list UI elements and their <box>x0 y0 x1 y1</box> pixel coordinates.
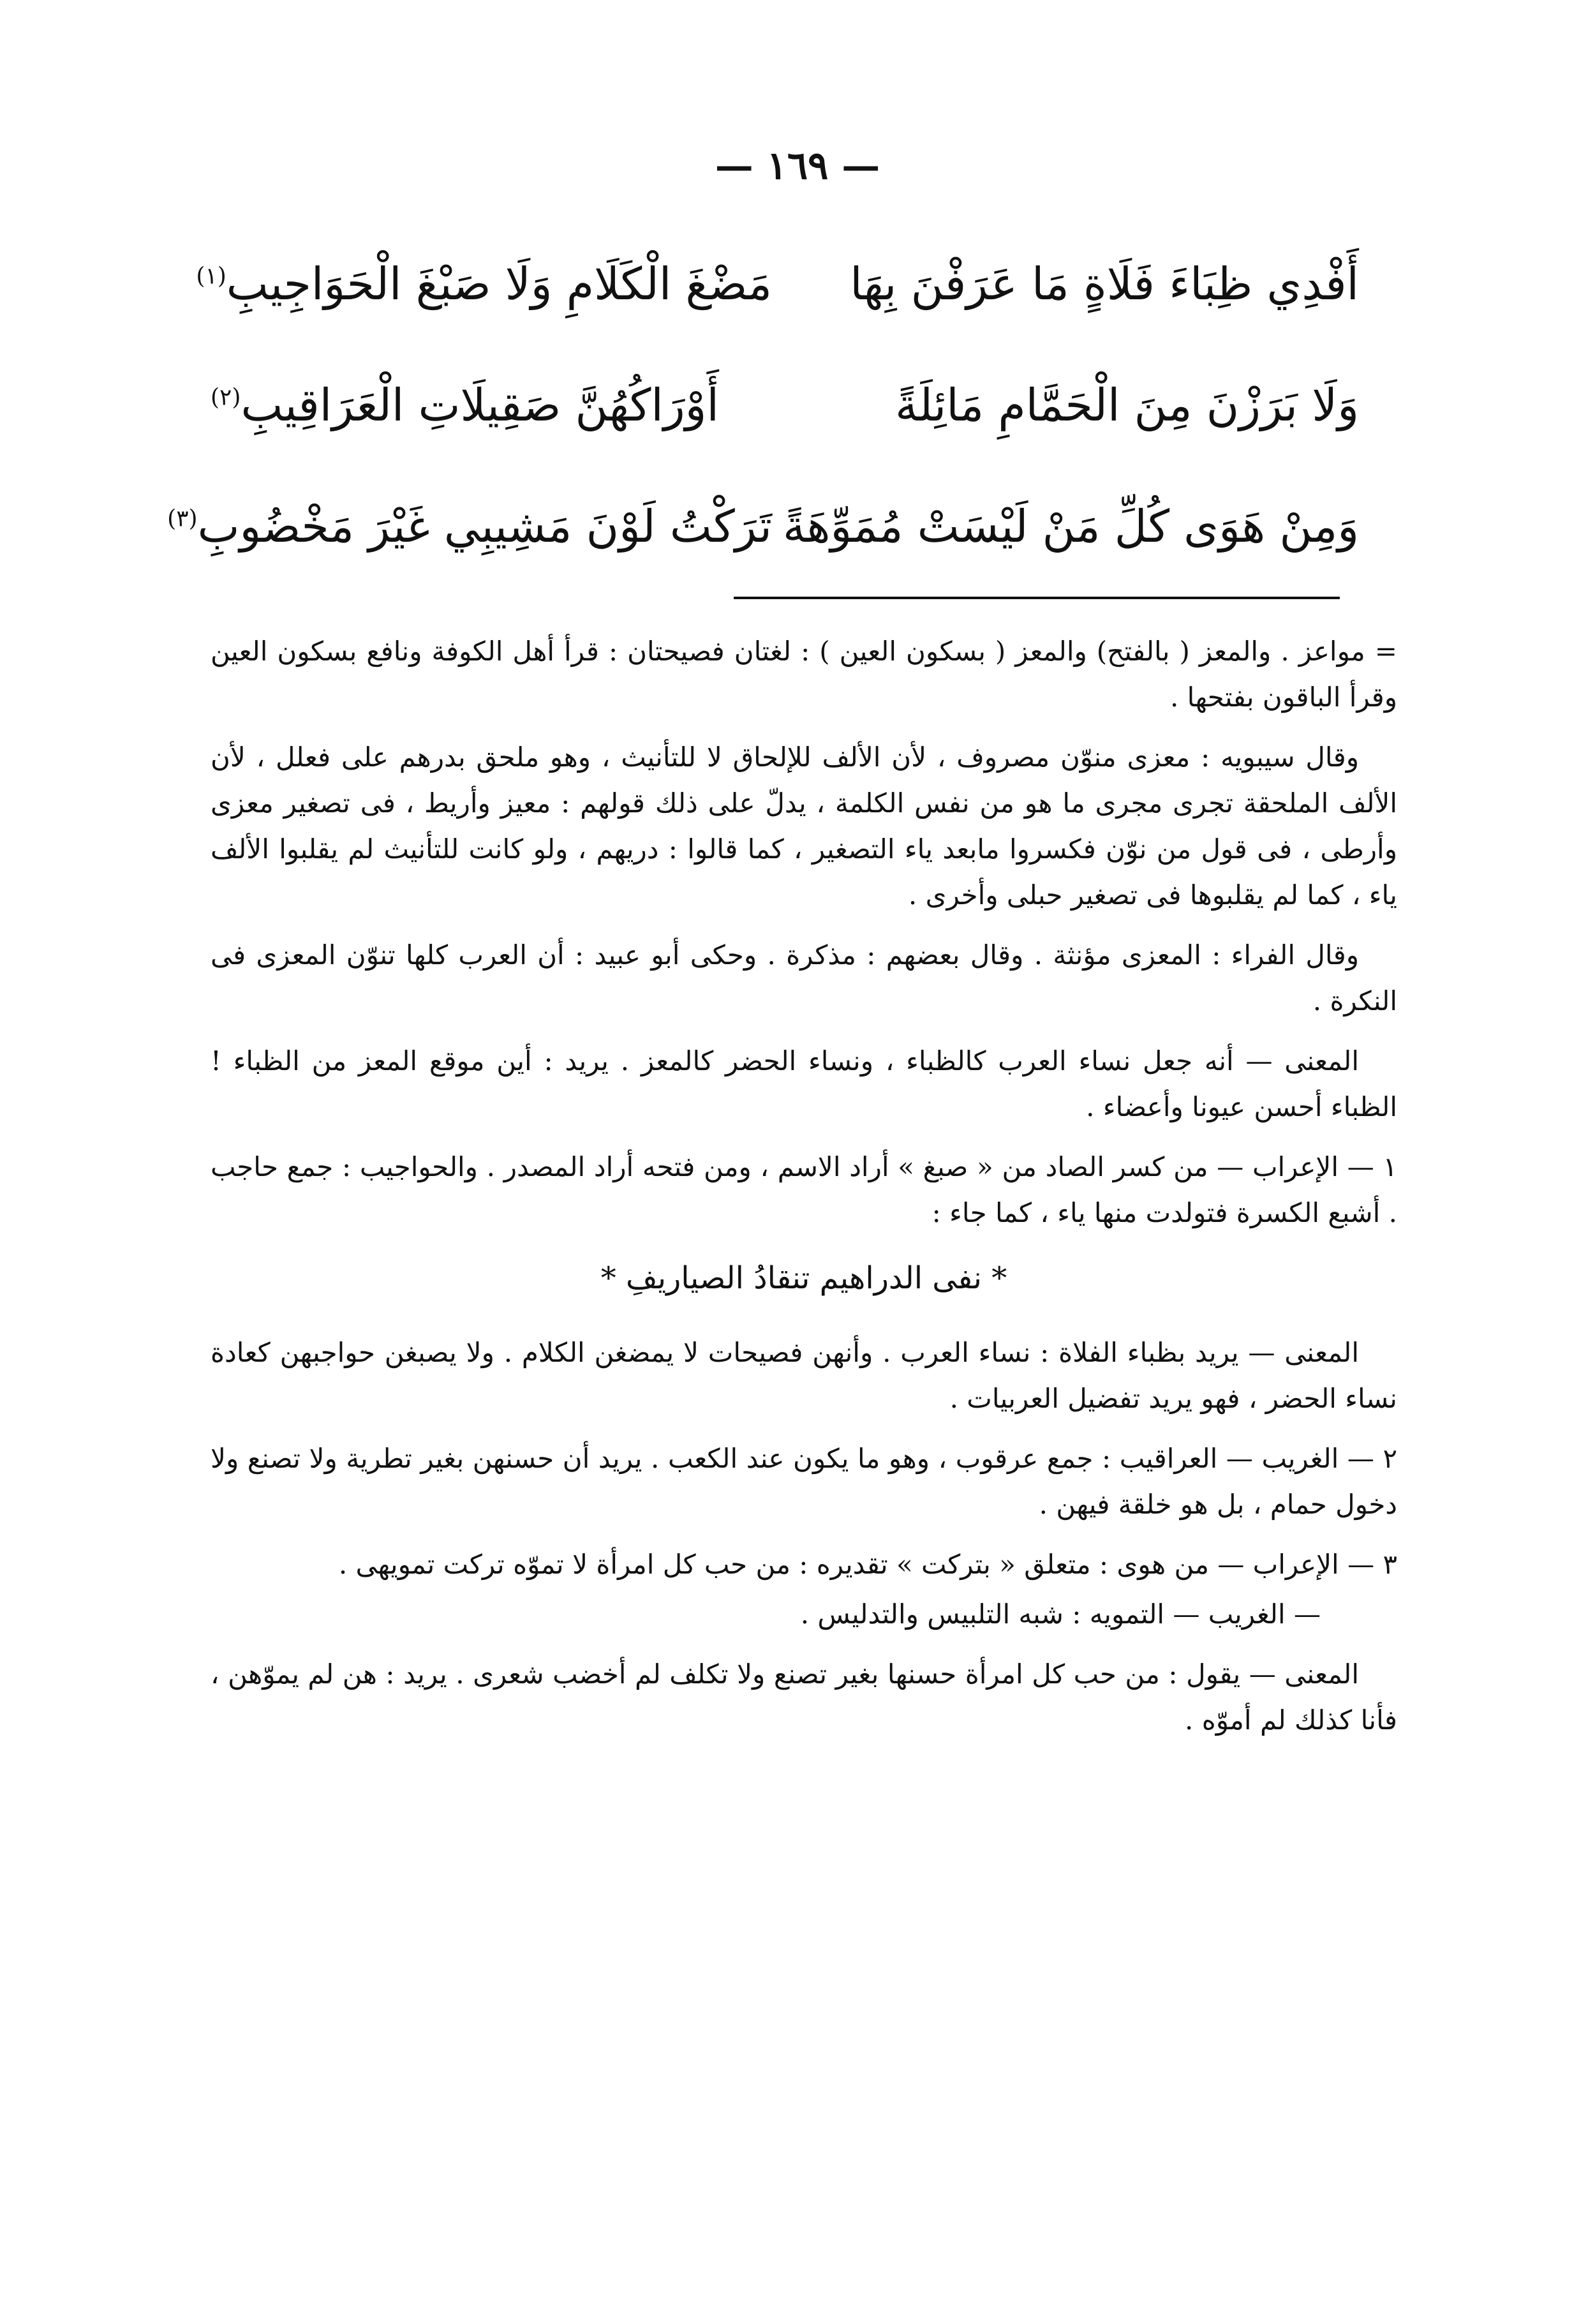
note-1-meaning: المعنى — يريد بظباء الفلاة : نساء العرب . وأنهن فصيحات لا يمضغن الكلام . ولا يصبغن حواجبهن كعادة نساء الحضر ، فهو يريد تفضيل العربيات . <box>211 1337 1397 1414</box>
page-number: — ١٦٩ — <box>715 144 880 188</box>
verse-1-second-hemistich <box>196 223 772 345</box>
verse-3-first-hemistich: وَمِنْ هَوَى كُلِّ مَنْ لَيْسَتْ مُمَوِّهَةً <box>782 500 1359 553</box>
verse-3-second-text: تَرَكْتُ لَوْنَ مَشِيبِي غَيْرَ مَخْضُوبِ <box>197 500 772 553</box>
verse-1-first-hemistich: أَفْدِي ظِبَاءَ فَلَاةٍ مَا عَرَفْنَ بِهَا <box>850 258 1359 310</box>
footnote-divider <box>734 597 1340 599</box>
verse-3 <box>167 466 1359 587</box>
footnotes <box>211 629 1397 1757</box>
footnote-marker-2: (٢) <box>211 384 241 411</box>
verse-1-second-text: مَضْغَ الْكَلَامِ وَلَا صَبْغَ الْحَوَاجِيبِ <box>226 258 772 310</box>
note-1-quoted-verse: * نفى الدراهيم تنقادُ الصياريفِ * <box>600 1260 1007 1296</box>
verse-2-second-hemistich <box>211 345 772 466</box>
note-3-meaning: المعنى — يقول : من حب كل امرأة حسنها بغير تصنع ولا تكلف لم أخضب شعرى . يريد : هن لم يموّهن ، فأنا كذلك لم أموّه . <box>211 1658 1397 1736</box>
footnote-marker-3: (٣) <box>167 505 198 532</box>
note-sibawayh: وقال سيبويه : معزى منوّن مصروف ، لأن الألف للإلحاق لا للتأنيث ، وهو ملحق بدرهم على فعلل ، لأن الألف الملحقة تجرى مجرى ما هو من نفس الكلمة ، يدلّ على ذلك قولهم : معيز وأريط ، فى تصغير معزى وأرطى ، فى قول من نوّن فكسروا مابعد ياء التصغير ، كما قالوا : دريهم ، ولو كانت للتأنيث لم يقلبوا الألف ياء ، كما لم يقلبوها فى تصغير حبلى وأخرى . <box>211 741 1397 911</box>
verse-2-first-hemistich: وَلَا بَرَزْنَ مِنَ الْحَمَّامِ مَائِلَةً <box>895 379 1359 431</box>
footnote-marker-1: (١) <box>196 263 226 290</box>
verse-2-second-text: أَوْرَاكُهُنَّ صَقِيلَاتِ الْعَرَاقِيبِ <box>241 379 719 431</box>
poem <box>167 223 1359 587</box>
note-1-parsing: ١ — الإعراب — من كسر الصاد من « صبغ » أراد الاسم ، ومن فتحه أراد المصدر . والحواجيب : جمع حاجب . أشبع الكسرة فتولدت منها ياء ، كما جاء : <box>211 1151 1397 1228</box>
note-farra: وقال الفراء : المعزى مؤنثة . وقال بعضهم : مذكرة . وحكى أبو عبيد : أن العرب كلها تنوّن المعزى فى النكرة . <box>211 939 1397 1017</box>
verse-1 <box>196 223 1359 345</box>
note-continuation: = مواعز . والمعز ( بالفتح) والمعز ( بسكون العين ) : لغتان فصيحتان : قرأ أهل الكوفة ونافع بسكون العين وقرأ الباقون بفتحها . <box>211 636 1397 713</box>
note-3-vocabulary: — الغريب — التمويه : شبه التلبيس والتدليس . <box>800 1598 1321 1630</box>
note-3-parsing: ٣ — الإعراب — من هوى : متعلق « بتركت » تقديره : من حب كل امرأة لا تموّه تركت تمويهى . <box>338 1549 1397 1580</box>
note-meaning-intro: المعنى — أنه جعل نساء العرب كالظباء ، ونساء الحضر كالمعز . يريد : أين موقع المعز من الظباء ! الظباء أحسن عيونا وأعضاء . <box>211 1045 1397 1122</box>
verse-3-second-hemistich <box>167 466 772 587</box>
verse-2 <box>211 345 1359 466</box>
note-2-vocabulary: ٢ — الغريب — العراقيب : جمع عرقوب ، وهو ما يكون عند الكعب . يريد أن حسنهن بغير تطرية ولا تصنع ولا دخول حمام ، بل هو خلقة فيهن . <box>211 1443 1397 1520</box>
